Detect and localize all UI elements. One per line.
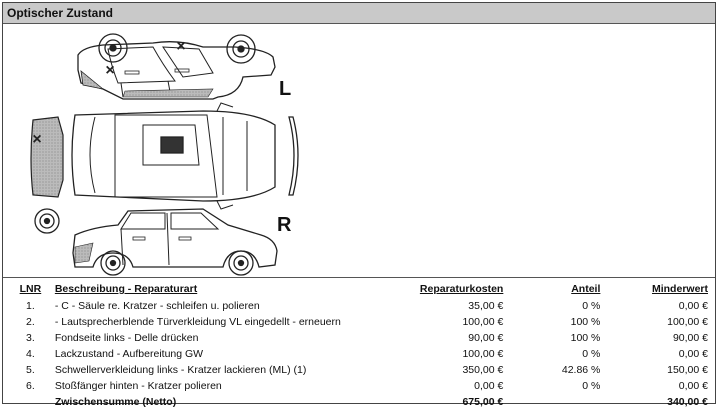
optischer-zustand-panel: [2, 2, 716, 408]
row-description: Schwellerverkleidung links - Kratzer lackieren (ML) (1): [54, 364, 307, 376]
row-nr: 5.: [26, 364, 35, 376]
column-header-cost: Reparaturkosten: [419, 283, 504, 295]
row-value-reduction: 0,00 €: [678, 300, 708, 312]
table-row: [9, 346, 711, 362]
row-nr: 4.: [26, 348, 35, 360]
car-top-view: [31, 103, 298, 209]
row-value-reduction: 0,00 €: [678, 348, 708, 360]
column-header-description: Beschreibung - Reparaturart: [54, 283, 198, 295]
row-description: Stoßfänger hinten - Kratzer polieren: [54, 380, 222, 392]
side-label-right: R: [277, 214, 292, 236]
table-row: [9, 298, 711, 314]
row-description: - C - Säule re. Kratzer - schleifen u. polieren: [54, 300, 260, 312]
row-share: 42.86 %: [561, 364, 601, 376]
row-share: 100 %: [570, 316, 601, 328]
side-label-left: L: [279, 78, 292, 100]
row-share: 100 %: [570, 332, 601, 344]
car-right-side-view: [73, 209, 277, 275]
table-row: [9, 378, 711, 394]
row-nr: 1.: [26, 300, 35, 312]
row-value-reduction: 90,00 €: [672, 332, 708, 344]
divider: [3, 277, 715, 278]
row-share: 0 %: [582, 300, 601, 312]
damage-marker: ×: [32, 131, 42, 148]
total-cost: 675,00 €: [462, 396, 504, 408]
row-description: Lackzustand - Aufbereitung GW: [54, 348, 204, 360]
total-label: Zwischensumme (Netto): [54, 396, 177, 408]
row-share: 0 %: [582, 380, 601, 392]
row-nr: 2.: [26, 316, 35, 328]
vehicle-damage-diagram: [3, 25, 715, 279]
table-row: [9, 314, 711, 330]
table-row: [9, 362, 711, 378]
row-cost: 90,00 €: [468, 332, 504, 344]
row-description: Fondseite links - Delle drücken: [54, 332, 199, 344]
column-header-share: Anteil: [571, 283, 601, 295]
total-value-reduction: 340,00 €: [667, 396, 708, 408]
damage-marker: ×: [176, 38, 186, 55]
table-row: [9, 330, 711, 346]
row-value-reduction: 100,00 €: [667, 316, 708, 328]
row-cost: 350,00 €: [462, 364, 504, 376]
section-title: Optischer Zustand: [3, 3, 715, 24]
damage-marker: ×: [105, 62, 115, 79]
row-value-reduction: 150,00 €: [667, 364, 708, 376]
row-cost: 100,00 €: [462, 316, 504, 328]
spare-wheel: [35, 209, 59, 233]
vehicle-diagram-svg: [3, 25, 717, 279]
row-nr: 3.: [26, 332, 35, 344]
row-value-reduction: 0,00 €: [678, 380, 708, 392]
row-cost: 35,00 €: [468, 300, 504, 312]
row-cost: 0,00 €: [474, 380, 504, 392]
column-header-value-reduction: Minderwert: [651, 283, 708, 295]
table-header-row: [9, 280, 711, 298]
column-header-nr: LNR: [19, 283, 42, 295]
row-nr: 6.: [26, 380, 35, 392]
row-cost: 100,00 €: [462, 348, 504, 360]
row-share: 0 %: [582, 348, 601, 360]
row-description: - Lautsprecherblende Türverkleidung VL eingedellt - erneuern: [54, 316, 341, 328]
repair-table: [9, 280, 711, 410]
